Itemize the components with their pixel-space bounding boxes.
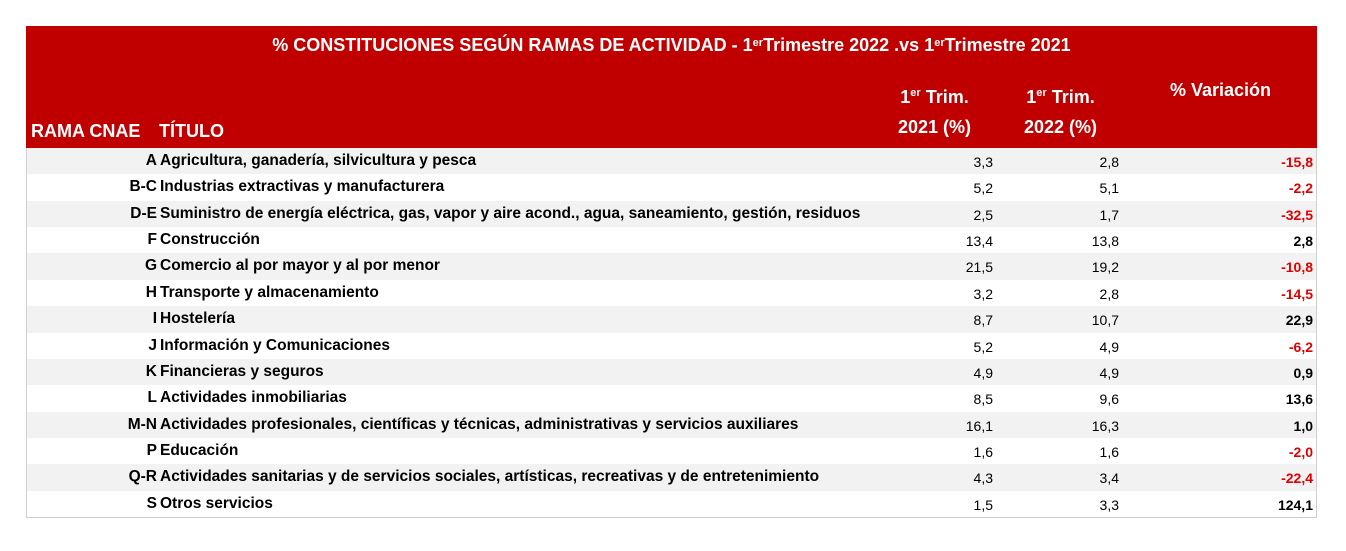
row-variation: 1,0	[1293, 417, 1313, 434]
table-row	[27, 174, 1316, 200]
col-2021-sup: er	[910, 87, 921, 99]
row-value-2022: 1,6	[1099, 443, 1119, 460]
row-variation: 0,9	[1293, 364, 1313, 381]
row-value-2022: 9,6	[1099, 391, 1119, 408]
row-variation: -22,4	[1281, 470, 1313, 487]
row-value-2021: 4,3	[973, 470, 993, 487]
row-variation: -15,8	[1281, 154, 1313, 170]
row-value-2022: 1,7	[1099, 206, 1119, 223]
row-value-2021: 1,6	[973, 443, 993, 460]
row-title: Actividades inmobiliarias	[160, 389, 347, 407]
col-2022-line2: 2022 (%)	[1023, 117, 1098, 137]
row-variation: 124,1	[1277, 496, 1313, 513]
title-prefix: % CONSTITUCIONES SEGÚN RAMAS DE ACTIVIDAD - 1	[272, 34, 753, 55]
row-variation: -2,0	[1288, 443, 1313, 460]
table-row	[27, 227, 1316, 253]
row-title: Construcción	[160, 231, 260, 249]
row-title: Industrias extractivas y manufacturera	[160, 178, 445, 196]
table-row	[27, 438, 1316, 464]
col-2021-line2: 2021 (%)	[897, 117, 972, 137]
table-title	[26, 26, 1317, 64]
row-variation: -10,8	[1281, 259, 1313, 276]
title-superscript-1: er	[752, 37, 764, 49]
table-row	[27, 359, 1316, 385]
row-title: Transporte y almacenamiento	[160, 283, 379, 301]
row-title: Agricultura, ganadería, silvicultura y pesca	[160, 152, 477, 169]
col-2022-line1: Trim.	[1046, 87, 1095, 107]
row-value-2022: 19,2	[1091, 259, 1119, 276]
row-value-2021: 4,9	[973, 364, 993, 381]
row-code: S	[146, 494, 157, 512]
row-code: D-E	[130, 204, 157, 222]
row-code: B-C	[129, 178, 157, 196]
column-header-variation: % Variación	[1169, 80, 1272, 100]
row-code: J	[148, 336, 157, 354]
row-code: P	[146, 441, 157, 459]
row-variation: 22,9	[1285, 312, 1313, 329]
row-value-2021: 3,3	[973, 154, 993, 170]
table-row	[27, 464, 1316, 490]
column-header-2021	[872, 78, 997, 142]
row-value-2021: 2,5	[973, 206, 993, 223]
row-value-2021: 8,7	[973, 312, 993, 329]
row-title: Educación	[160, 441, 239, 459]
row-value-2021: 16,1	[965, 417, 993, 434]
row-value-2021: 5,2	[973, 338, 993, 355]
data-table	[26, 26, 1317, 518]
column-header-rama: RAMA CNAE	[31, 121, 141, 141]
row-code: M-N	[127, 415, 157, 433]
row-value-2021: 21,5	[965, 259, 993, 276]
row-title: Suministro de energía eléctrica, gas, vapor y aire acond., agua, saneamiento, gestión, residuos	[160, 204, 861, 222]
row-title: Financieras y seguros	[160, 362, 324, 380]
row-variation: -14,5	[1281, 285, 1313, 302]
row-title: Hostelería	[160, 310, 235, 328]
row-value-2022: 10,7	[1091, 312, 1119, 329]
col-2021-line1: Trim.	[920, 87, 969, 107]
row-code: F	[147, 231, 157, 249]
title-middle: Trimestre 2022 .vs 1	[763, 34, 935, 55]
title-suffix: Trimestre 2021	[944, 34, 1071, 55]
table-row	[27, 306, 1316, 332]
row-title: Otros servicios	[160, 494, 273, 512]
row-code: L	[147, 389, 157, 407]
row-title: Actividades profesionales, científicas y técnicas, administrativas y servicios auxiliares	[160, 415, 799, 433]
col-2021-pre: 1	[900, 87, 911, 107]
table-row	[27, 412, 1316, 438]
row-value-2022: 3,4	[1099, 470, 1119, 487]
row-code: A	[145, 152, 157, 169]
row-value-2021: 13,4	[965, 233, 993, 250]
row-code: Q-R	[128, 468, 157, 486]
row-value-2021: 8,5	[973, 391, 993, 408]
table-row	[27, 148, 1316, 174]
row-variation: 2,8	[1293, 233, 1313, 250]
column-header-2022	[998, 78, 1123, 142]
row-value-2022: 13,8	[1091, 233, 1119, 250]
table-row	[27, 253, 1316, 279]
row-value-2022: 5,1	[1099, 180, 1119, 197]
table-row	[27, 280, 1316, 306]
table-row	[27, 201, 1316, 227]
row-variation: -6,2	[1288, 338, 1313, 355]
table-row	[27, 385, 1316, 411]
table-row	[27, 333, 1316, 359]
row-value-2022: 2,8	[1099, 285, 1119, 302]
title-superscript-2: er	[934, 37, 945, 49]
row-value-2022: 4,9	[1099, 338, 1119, 355]
col-2022-sup: er	[1036, 87, 1047, 99]
row-value-2021: 5,2	[973, 180, 993, 197]
col-2022-pre: 1	[1026, 87, 1037, 107]
row-value-2022: 16,3	[1091, 417, 1119, 434]
row-value-2021: 3,2	[973, 285, 993, 302]
row-title: Actividades sanitarias y de servicios sociales, artísticas, recreativas y de entretenimiento	[160, 468, 820, 486]
row-code: K	[145, 362, 157, 380]
row-value-2021: 1,5	[973, 496, 993, 513]
table-row	[27, 491, 1316, 517]
column-header-titulo: TÍTULO	[159, 121, 224, 141]
row-title: Comercio al por mayor y al por menor	[160, 257, 440, 275]
table-body	[26, 148, 1317, 518]
row-variation: -32,5	[1281, 206, 1313, 223]
row-code: I	[152, 310, 157, 328]
table-header	[26, 26, 1317, 148]
row-value-2022: 4,9	[1099, 364, 1119, 381]
row-code: H	[145, 283, 157, 301]
row-code: G	[144, 257, 157, 275]
row-variation: 13,6	[1285, 391, 1313, 408]
row-title: Información y Comunicaciones	[160, 336, 390, 354]
column-headers	[26, 64, 1317, 148]
row-variation: -2,2	[1288, 180, 1313, 197]
row-value-2022: 3,3	[1099, 496, 1119, 513]
row-value-2022: 2,8	[1099, 154, 1119, 170]
